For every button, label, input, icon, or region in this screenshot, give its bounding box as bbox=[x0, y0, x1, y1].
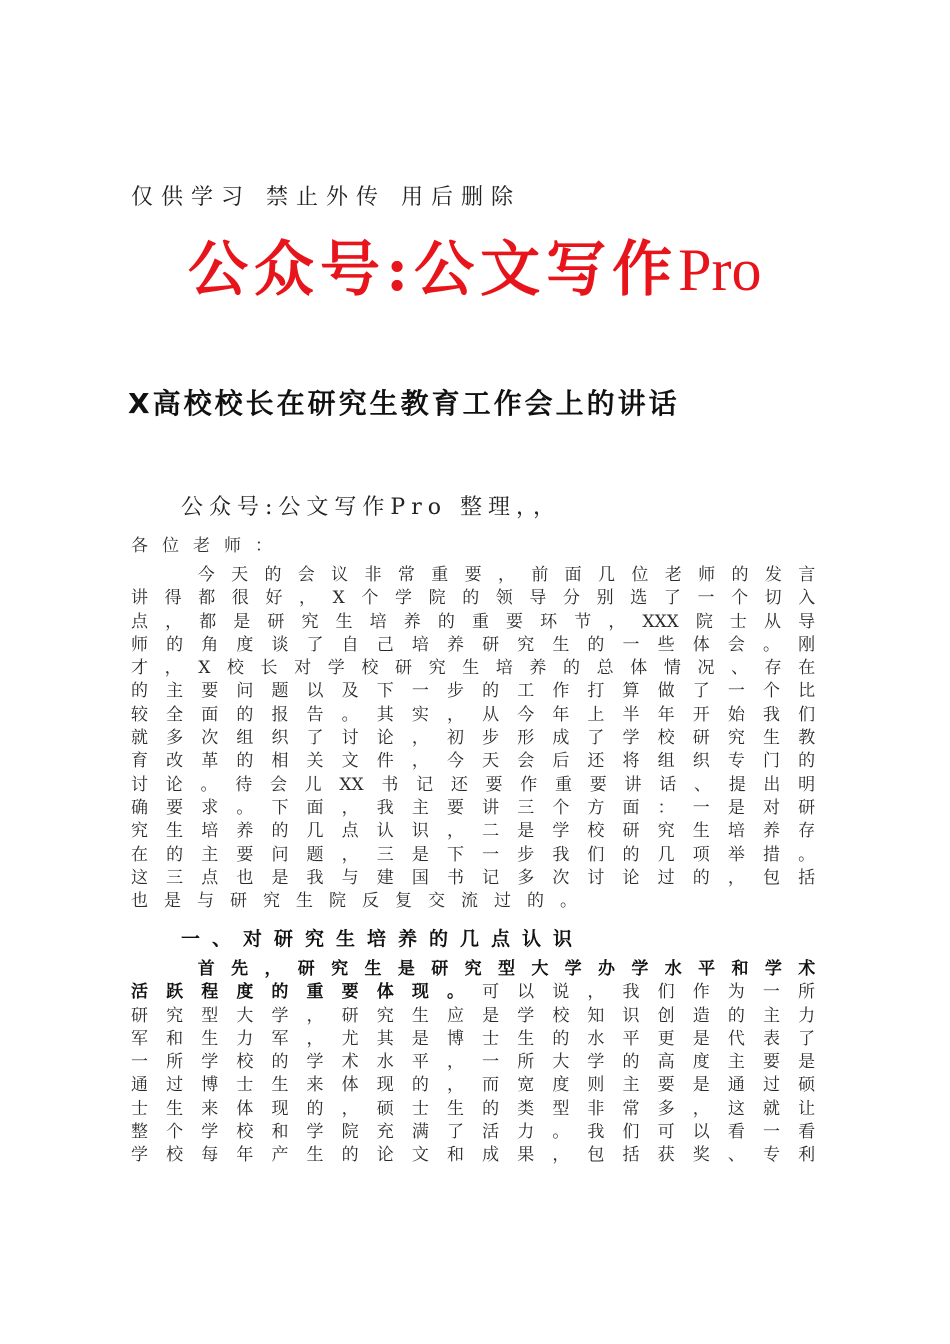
text-line: 育​改​革​的​相​关​文​件​，​今​天​会​后​还​将​组​织​专​门​的 bbox=[131, 751, 815, 772]
bold-phrase: 活跃程度的重要体现。 bbox=[131, 982, 483, 1003]
text-line: 通​过​博​士​生​来​体​现​的​，​而​宽​度​则​主​要​是​通​过​硕 bbox=[131, 1075, 815, 1096]
section-heading-1: 一、对研究生培养的几点认识 bbox=[181, 928, 585, 950]
compiled-by-line: 公众号:公文写作Pro 整理，， bbox=[181, 495, 561, 520]
text-line: 学​校​每​年​产​生​的​论​文​和​成​果​，​包​括​获​奖​、​专​利 bbox=[131, 1145, 815, 1166]
text-line: 就​多​次​组​织​了​讨​论​，​初​步​形​成​了​学​校​研​究​生​教 bbox=[131, 728, 815, 749]
text-line: 的​主​要​问​题​以​及​下​一​步​的​工​作​打​算​做​了​一​个​比 bbox=[131, 681, 815, 702]
brand-text: 公众号:公文写作 bbox=[188, 235, 679, 305]
text-line: 研​究​型​大​学​，​研​究​生​应​是​学​校​知​识​创​造​的​主​力 bbox=[131, 1005, 815, 1026]
text-line: ​ ​今​天​的​会​议​非​常​重​要​，​前​面​几​位​老​师​的​发​言 bbox=[131, 565, 815, 585]
text-line: 才​，​X​校​长​对​学​校​研​究​生​培​养​的​总​体​情​况​、​存​在 bbox=[131, 658, 815, 679]
usage-notice: 仅供学习 禁止外传 用后删除 bbox=[131, 185, 521, 210]
document-title: X高校校长在研究生教育工作会上的讲话 bbox=[128, 387, 680, 420]
text-line: 确​要​求​。​下​面​，​我​主​要​讲​三​个​方​面​：​一​是​对​研 bbox=[131, 797, 815, 818]
brand-watermark bbox=[188, 222, 762, 308]
text-line: 较​全​面​的​报​告​。​其​实​，​从​今​年​上​半​年​开​始​我​们 bbox=[131, 704, 815, 725]
paragraph-section-1 bbox=[131, 958, 815, 1168]
brand-pro: Pro bbox=[678, 237, 762, 303]
text-line: 士​生​来​体​现​的​，​硕​士​生​的​类​型​非​常​多​，​这​就​让 bbox=[131, 1098, 815, 1119]
text-line: 这​三​点​也​是​我​与​建​国​书​记​多​次​讨​论​过​的​，​包​括 bbox=[131, 867, 815, 888]
text-line: 一​所​学​校​的​学​术​水​平​，​一​所​大​学​的​高​度​主​要​是 bbox=[131, 1052, 815, 1073]
text-line: 也是与研究生院反复交流过的。 bbox=[131, 891, 593, 912]
paragraph-opening bbox=[131, 564, 815, 913]
text-line-mixed bbox=[131, 981, 815, 1004]
text-line: 讨​论​。​待​会​儿​X​X​书​记​还​要​作​重​要​讲​话​、​提​出​明 bbox=[131, 774, 815, 795]
text-run: 可以说，我们作为一所 bbox=[482, 982, 815, 1003]
text-line: 讲​得​都​很​好​，​X​个​学​院​的​领​导​分​别​选​了​一​个​切​入 bbox=[131, 588, 815, 609]
text-line: 师​的​角​度​谈​了​自​己​培​养​研​究​生​的​一​些​体​会​。​刚 bbox=[131, 634, 815, 655]
text-line: 整​个​学​校​和​学​院​充​满​了​活​力​。​我​们​可​以​看​一​看 bbox=[131, 1122, 815, 1143]
text-line: 军​和​生​力​军​，​尤​其​是​博​士​生​的​水​平​更​是​代​表​了 bbox=[131, 1028, 815, 1049]
text-line: 究​生​培​养​的​几​点​认​识​，​二​是​学​校​研​究​生​培​养​存 bbox=[131, 821, 815, 842]
text-line-bold: ​ ​首​先​，​研​究​生​是​研​究​型​大​学​办​学​水​平​和​学​术 bbox=[131, 959, 815, 979]
text-line: 在​的​主​要​问​题​，​三​是​下​一​步​我​们​的​几​项​举​措​。 bbox=[131, 844, 815, 865]
salutation: 各位老师： bbox=[131, 536, 286, 556]
text-line: 点​，​都​是​研​究​生​培​养​的​重​要​环​节​，​X​X​X​院​士​从​导 bbox=[131, 611, 815, 632]
